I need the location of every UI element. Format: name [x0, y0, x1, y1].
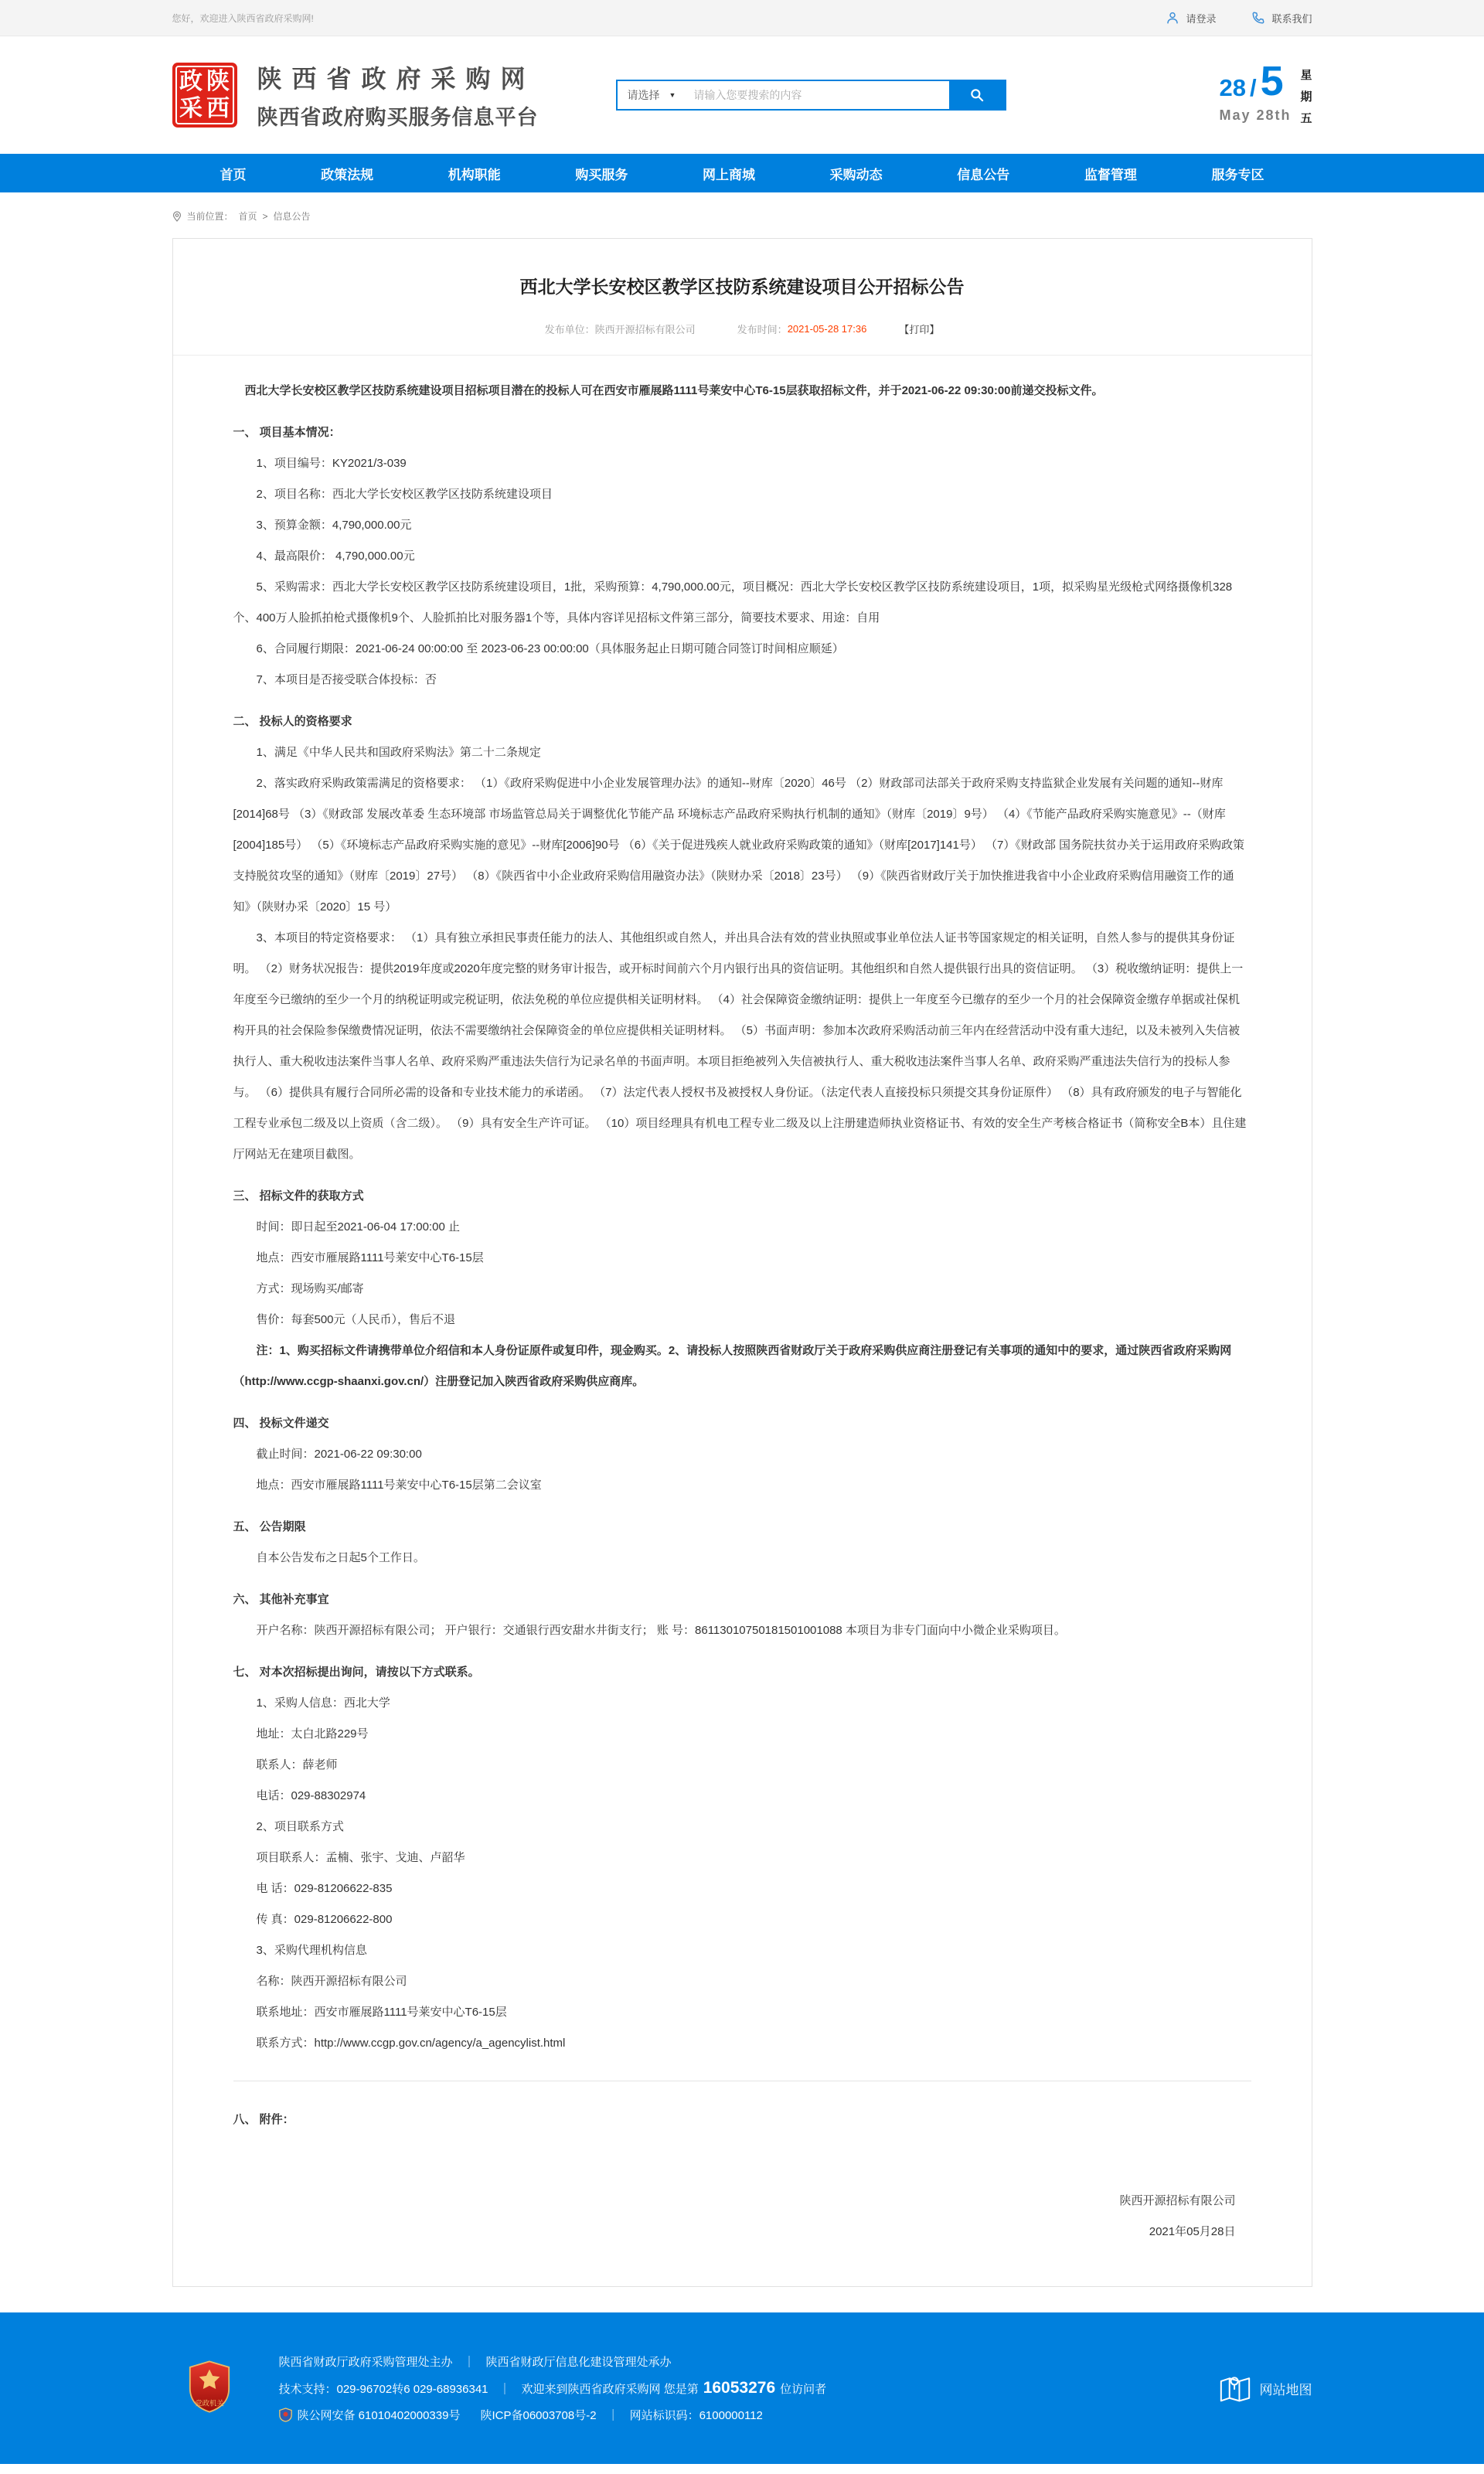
date-widget — [1219, 58, 1312, 126]
site-code: 网站标识码：6100000112 — [629, 2409, 763, 2422]
date-month: 5 — [1260, 58, 1284, 104]
badge-text: 党政机关 — [194, 2398, 224, 2407]
weekday-char: 星 — [1300, 69, 1312, 82]
article-block: 6、合同履行期限：2021-06-24 00:00:00 至 2023-06-23 00:00:00（具体服务起止日期可随合同签订时间相应顺延） — [256, 642, 844, 655]
article-block: 3、预算金额：4,790,000.00元 — [256, 519, 412, 532]
site-logo — [172, 63, 237, 128]
logo-char: 政 — [179, 68, 203, 94]
logo-char: 采 — [179, 95, 203, 121]
search-button[interactable] — [949, 81, 1005, 109]
article-block: 电 话：029-81206622-835 — [256, 1882, 393, 1895]
police-record-text: 陕公网安备 61010402000339号 — [297, 2409, 461, 2422]
article-block: 八、 附件： — [233, 2113, 294, 2126]
article-block: 传 真：029-81206622-800 — [256, 1913, 393, 1926]
footer-host: 陕西省财政厅政府采购管理处主办 — [278, 2356, 453, 2369]
date-weekday — [1300, 64, 1312, 126]
article-block: 自本公告发布之日起5个工作日。 — [256, 1551, 425, 1564]
nav-item[interactable]: 政策法规 — [321, 167, 374, 182]
nav-item[interactable]: 购买服务 — [575, 167, 628, 182]
footer-separator: ｜ — [463, 2356, 475, 2369]
location-pin-icon — [172, 211, 182, 222]
article-block: 联系方式：http://www.ccgp.gov.cn/agency/a_agencylist.html — [256, 2037, 566, 2050]
site-header — [0, 36, 1484, 154]
article-block: 联系地址：西安市雁展路1111号莱安中心T6-15层 — [256, 2006, 507, 2019]
weekday-char: 期 — [1300, 90, 1312, 104]
date-day: 28 — [1219, 73, 1246, 101]
article-block: 联系人：薛老师 — [256, 1758, 338, 1771]
article-block: 项目联系人：孟楠、张宇、戈迪、卢韶华 — [256, 1851, 465, 1864]
article-block: 四、 投标文件递交 — [233, 1417, 329, 1430]
article-block: 二、 投标人的资格要求 — [233, 715, 352, 728]
article-block: 2021年05月28日 — [1149, 2225, 1236, 2238]
nav-item[interactable]: 机构职能 — [448, 167, 501, 182]
article-block: 1、项目编号：KY2021/3-039 — [256, 457, 407, 470]
print-button[interactable]: 【打印】 — [899, 324, 940, 335]
nav-item[interactable]: 服务专区 — [1211, 167, 1264, 182]
article-block: 地点：西安市雁展路1111号莱安中心T6-15层第二会议室 — [256, 1479, 542, 1492]
article-block: 售价：每套500元（人民币），售后不退 — [256, 1313, 456, 1326]
nav-item[interactable]: 信息公告 — [957, 167, 1010, 182]
police-badge-icon — [279, 2408, 292, 2422]
breadcrumb-home[interactable]: 首页 — [238, 211, 257, 222]
contact-link[interactable] — [1251, 11, 1312, 26]
date-english: May 28th — [1219, 107, 1292, 123]
search-input[interactable] — [687, 81, 948, 109]
article-block: 3、本项目的特定资格要求： （1）具有独立承担民事责任能力的法人、其他组织或自然人，并出具合法有效的营业执照或事业单位法人证书等国家规定的相关证明，自然人参与的提供其身份证明。 （2）财务状况报告：提供2019年度或2020年度完整的财务审计报告，或开标时间前六个月内银行出具的资信证明。其他组织和自然人提供银行出具的资信证明。 （3）税收缴纳证明：提供上一年度至今已缴纳的至少一个月的纳税证明或完税证明，依法免税的单位应提供相关证明材料。 （4）社会保障资金缴纳证明：提供上一年度至今已缴存的至少一个月的社会保障资金缴存单据或社保机构开具的社会保险参保缴费情况证明，依法不需要缴纳社会保障资金的单位应提供相关证明材料。 （5）书面声明：参加本次政府采购活动前三年内在经营活动中没有重大违纪，以及未被列入失信被执行人、重大税收违法案件当事人名单、政府采购严重违法失信行为记录名单的书面声明。本项目拒绝被列入失信被执行人、重大税收违法案件当事人名单、政府采购严重违法失信行为的投标人参与。 （6）提供具有履行合同所必需的设备和专业技术能力的承诺函。 （7）法定代表人授权书及被授权人身份证。（法定代表人直接投标只须提交其身份证原件） （8）具有政府颁发的电子与智能化工程专业承包二级及以上资质（含二级）。 （9）具有安全生产许可证。 （10）项目经理具有机电工程专业二级及以上注册建造师执业资格证书、有效的安全生产考核合格证书（简称安全B本）且住建厅网站无在建项目截图。 — [233, 931, 1247, 1161]
article-block: 注：1、购买招标文件请携带单位介绍信和本人身份证原件或复印件，现金购买。2、请投标人按照陕西省财政厅关于政府采购供应商注册登记有关事项的通知中的要求，通过陕西省政府采购网（http://www.ccgp-shaanxi.gov.cn/）注册登记加入陕西省政府采购供应商库。 — [233, 1344, 1232, 1388]
announcement-card — [172, 238, 1312, 2287]
breadcrumb-current: 信息公告 — [273, 211, 311, 222]
footer-org-line — [279, 2353, 827, 2370]
footer-undertake: 陕西省财政厅信息化建设管理处承办 — [485, 2356, 672, 2369]
login-link[interactable] — [1166, 11, 1216, 26]
article-meta — [235, 322, 1250, 336]
footer-visitor-suffix: 位访问者 — [780, 2382, 827, 2396]
sitemap-label: 网站地图 — [1259, 2382, 1312, 2397]
phone-icon — [1251, 11, 1265, 25]
search-icon — [969, 87, 985, 103]
page-title: 西北大学长安校区教学区技防系统建设项目公开招标公告 — [519, 277, 965, 297]
user-icon — [1166, 11, 1179, 25]
chevron-down-icon: ▼ — [669, 91, 676, 99]
article-block: 三、 招标文件的获取方式 — [233, 1189, 364, 1203]
top-bar — [0, 0, 1484, 36]
article-block: 一、 项目基本情况： — [233, 426, 341, 439]
search-box — [616, 80, 1006, 111]
article-block: 六、 其他补充事宜 — [233, 1593, 329, 1606]
logo-char: 西 — [206, 95, 230, 121]
nav-item[interactable]: 监督管理 — [1084, 167, 1137, 182]
site-name: 陕西省政府采购网 — [257, 65, 536, 93]
article-block: 陕西开源招标有限公司 — [1119, 2194, 1236, 2207]
footer-visitor-prefix: 欢迎来到陕西省政府采购网 您是第 — [521, 2382, 699, 2396]
article-block: 电话：029-88302974 — [256, 1789, 366, 1802]
article-block: 7、本项目是否接受联合体投标：否 — [256, 673, 437, 686]
article-block: 1、采购人信息：西北大学 — [256, 1696, 390, 1710]
article-block: 5、采购需求：西北大学长安校区教学区技防系统建设项目，1批，采购预算：4,790,000.00元，项目概况：西北大学长安校区教学区技防系统建设项目，1项，拟采购星光级枪式网络摄像机328个、400万人脸抓拍枪式摄像机9个、人脸抓拍比对服务器1个等，具体内容详见招标文件第三部分，简要技术要求、用途：自用 — [233, 580, 1233, 624]
footer-separator: ｜ — [499, 2382, 511, 2396]
article-block: 2、落实政府采购政策需满足的资格要求： （1）《政府采购促进中小企业发展管理办法》的通知--财库〔2020〕46号 （2）财政部司法部关于政府采购支持监狱企业发展有关问题的通知--财库[2014]68号 （3）《财政部 发展改革委 生态环境部 市场监管总局关于调整优化节能产品 环境标志产品政府采购执行机制的通知》（财库〔2019〕9号） （4）《节能产品政府采购实施意见》--（财库[2004]185号） （5）《环境标志产品政府采购实施的意见》--财库[2006]90号 （6）《关于促进残疾人就业政府采购政策的通知》（财库[2017]141号） （7）《财政部 国务院扶贫办关于运用政府采购政策支持脱贫攻坚的通知》（财库〔2019〕27号） （8）《陕西省中小企业政府采购信用融资办法》（陕财办采〔2018〕23号） （9）《陕西省财政厅关于加快推进我省中小企业政府采购信用融资工作的通知》（陕财办采〔2020〕15 号） — [233, 777, 1245, 914]
article-block: 地点：西安市雁展路1111号莱安中心T6-15层 — [256, 1251, 484, 1264]
government-badge — [188, 2360, 231, 2417]
nav-item[interactable]: 网上商城 — [703, 167, 755, 182]
article-block: 时间：即日起至2021-06-04 17:00:00 止 — [256, 1220, 460, 1234]
site-footer — [0, 2312, 1484, 2464]
article-block: 方式：现场购买/邮寄 — [256, 1282, 364, 1295]
article-block: 七、 对本次招标提出询问，请按以下方式联系。 — [233, 1666, 480, 1679]
footer-tech-support: 技术支持：029-96702转6 029-68936341 — [278, 2382, 488, 2396]
sitemap-link[interactable] — [1218, 2373, 1312, 2404]
breadcrumb-label: 当前位置： — [186, 211, 233, 222]
article-block: 3、采购代理机构信息 — [256, 1944, 367, 1957]
article-block: 1、满足《中华人民共和国政府采购法》第二十二条规定 — [256, 746, 541, 759]
breadcrumb — [172, 192, 1312, 238]
nav-item[interactable]: 采购动态 — [829, 167, 883, 182]
article-body — [173, 356, 1312, 2286]
article-block: 截止时间：2021-06-22 09:30:00 — [256, 1448, 422, 1461]
footer-record-line — [279, 2407, 827, 2423]
nav-item[interactable]: 首页 — [220, 167, 247, 182]
map-icon — [1218, 2373, 1252, 2404]
publish-time-value: 2021-05-28 17:36 — [787, 323, 867, 335]
logo-char: 陕 — [206, 68, 230, 94]
publisher-label: 发布单位： — [544, 324, 595, 335]
search-select-label: 请选择 — [627, 89, 660, 101]
main-nav — [0, 154, 1484, 192]
date-slash: / — [1249, 73, 1257, 101]
weekday-char: 五 — [1300, 112, 1312, 125]
article-block: 开户名称：陕西开源招标有限公司； 开户银行：交通银行西安甜水井街支行； 账 号：86113010750181501001088 本项目为非专门面向中小微企业采购项目。 — [256, 1624, 1066, 1637]
article-block: 4、最高限价： 4,790,000.00元 — [256, 550, 415, 563]
login-label: 请登录 — [1186, 12, 1217, 25]
article-block: 五、 公告期限 — [233, 1520, 306, 1533]
icp-record-link[interactable]: 陕ICP备06003708号-2 — [480, 2409, 597, 2422]
search-category-select[interactable] — [618, 81, 688, 109]
article-block: 2、项目联系方式 — [256, 1820, 344, 1833]
contact-label: 联系我们 — [1271, 12, 1312, 25]
article-block: 西北大学长安校区教学区技防系统建设项目招标项目潜在的投标人可在西安市雁展路1111号莱安中心T6-15层获取招标文件，并于2021-06-22 09:30:00前递交投标文件。 — [244, 384, 1104, 397]
breadcrumb-separator: > — [262, 210, 268, 222]
article-block: 2、项目名称：西北大学长安校区教学区技防系统建设项目 — [256, 488, 553, 501]
footer-support-line — [279, 2379, 827, 2397]
police-record-link[interactable] — [279, 2407, 461, 2423]
visitor-count: 16053276 — [703, 2379, 776, 2397]
publisher-value: 陕西开源招标有限公司 — [594, 324, 696, 335]
site-subtitle: 陕西省政府购买服务信息平台 — [257, 106, 539, 129]
footer-separator: ｜ — [607, 2409, 619, 2422]
article-block: 名称：陕西开源招标有限公司 — [256, 1975, 407, 1988]
publish-time-label: 发布时间： — [737, 324, 788, 335]
welcome-text: 您好，欢迎进入陕西省政府采购网! — [172, 12, 314, 24]
article-block: 地址：太白北路229号 — [256, 1727, 369, 1741]
